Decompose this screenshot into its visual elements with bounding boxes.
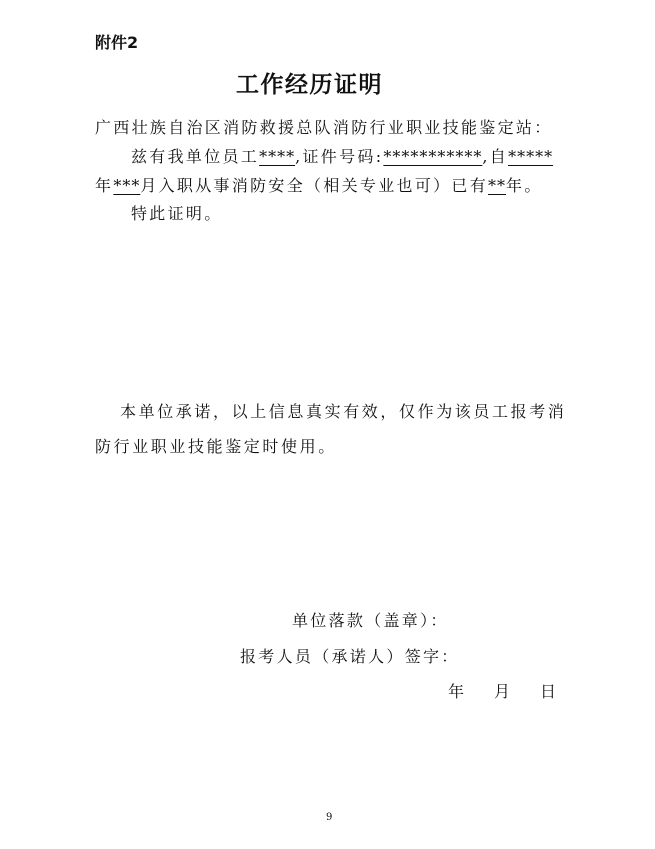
year-label: 年 <box>95 176 114 195</box>
date-month-label: 月 <box>494 682 513 701</box>
start-year-field: ***** <box>508 147 554 166</box>
commitment-line-2: 防行业职业技能鉴定时使用。 <box>95 437 337 456</box>
commitment-line-1: 本单位承诺，以上信息真实有效，仅作为该员工报考消 <box>120 402 567 421</box>
page-number: 9 <box>326 812 333 823</box>
id-label: ,证件号码: <box>295 147 384 166</box>
statement-middle: 月入职从事消防安全（相关专业也可）已有 <box>140 176 489 195</box>
statement-end: 年。 <box>506 176 543 195</box>
closing-line: 特此证明。 <box>131 204 223 223</box>
since-label: ,自 <box>482 147 509 166</box>
document-title: 工作经历证明 <box>236 72 383 98</box>
date-year-label: 年 <box>448 682 467 701</box>
id-number-field: *********** <box>383 147 483 166</box>
attachment-label: 附件2 <box>95 33 139 52</box>
employee-name-field: **** <box>259 147 296 166</box>
years-field: ** <box>488 176 507 195</box>
date-day-label: 日 <box>540 682 559 701</box>
unit-signature-label: 单位落款（盖章）： <box>292 611 449 630</box>
statement-line-2 <box>95 176 543 196</box>
start-month-field: *** <box>113 176 141 195</box>
statement-line-1 <box>131 147 553 167</box>
statement-prefix: 兹有我单位员工 <box>131 147 260 166</box>
addressee-line: 广西壮族自治区消防救援总队消防行业职业技能鉴定站： <box>95 118 553 137</box>
applicant-signature-label: 报考人员（承诺人）签字： <box>240 647 460 666</box>
